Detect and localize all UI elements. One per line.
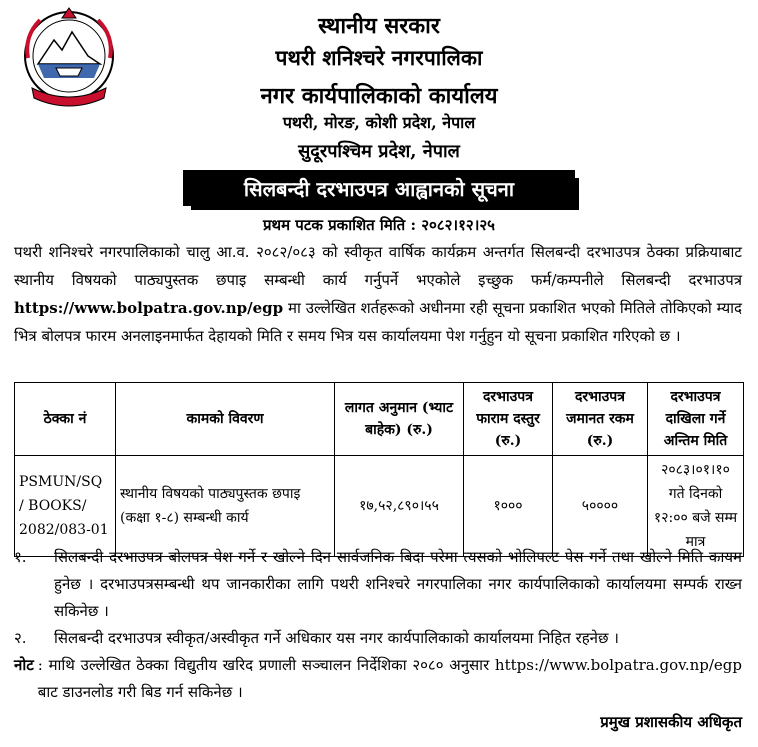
table-row — [15, 456, 744, 557]
col-header-bid-security: दरभाउपत्र जमानत रकम (रु.) — [553, 383, 648, 456]
remark-label: नोट — [14, 656, 34, 674]
header-address: पथरी, मोरङ, कोशी प्रदेश, नेपाल — [282, 113, 476, 132]
header-municipality: पथरी शनिश्चरे नगरपालिका — [275, 45, 483, 70]
remark — [14, 652, 742, 706]
note-text: सिलबन्दी दरभाउपत्र बोलपत्र पेश गर्ने र खोल्ने दिन सार्वजनिक बिदा परेमा त्यसको भोलिपल्ट पेस गर्ने तथा खोल्ने मिति कायम हुनेछ । दरभाउपत्रसम्बन्धी थप जानकारीका लागि पथरी शनिश्चरे नगरपालिका नगर कार्यपालिकाको कार्यालयमा सम्पर्क राख्न सकिनेछ । — [54, 548, 742, 620]
note-number: १. — [14, 548, 27, 566]
list-item — [14, 544, 742, 625]
header-office: नगर कार्यपालिकाको कार्यालय — [260, 83, 498, 109]
note-text: सिलबन्दी दरभाउपत्र स्वीकृत/अस्वीकृत गर्ने अधिकार यस नगर कार्यपालिकाको कार्यालयमा निहित रहनेछ । — [54, 629, 619, 647]
intro-text-after-url: मा उल्लेखित शर्तहरूको अधीनमा रही सूचना प्रकाशित भएको मितिले तोकिएको म्याद भित्र बोलपत्र फारम अनलाइनमार्फत देहायको मिति र समय भित्र यस कार्यालयमा पेश गर्नुहुन यो सूचना प्रकाशित गरिएको छ । — [14, 299, 742, 345]
tender-table — [14, 382, 744, 557]
notice-title-banner — [183, 170, 575, 206]
col-header-work-description: कामको विवरण — [116, 383, 335, 456]
col-header-form-fee: दरभाउपत्र फाराम दस्तुर (रु.) — [464, 383, 553, 456]
cell-work-description: स्थानीय विषयको पाठ्यपुस्तक छपाइ (कक्षा १-८) सम्बन्धी कार्य — [116, 456, 335, 557]
intro-paragraph — [14, 238, 742, 350]
table-header-row — [15, 383, 744, 456]
col-header-cost-estimate: लागत अनुमान (भ्याट बाहेक) (रु.) — [335, 383, 464, 456]
cell-deadline: २०८३।०१।१० गते दिनको १२:०० बजे सम्म मात्र — [648, 456, 744, 557]
bolpatra-url[interactable]: https://www.bolpatra.gov.np/egp — [14, 299, 284, 317]
cell-bid-security: ५०००० — [553, 456, 648, 557]
cell-contract-no: PSMUN/SQ / BOOKS/ 2082/083-01 — [15, 456, 116, 557]
signature-title: प्रमुख प्रशासकीय अधिकृत — [600, 713, 742, 731]
intro-text-before-url: पथरी शनिश्चरे नगरपालिकाको चालु आ.व. २०८२/०८३ को स्वीकृत वार्षिक कार्यक्रम अन्तर्गत सिलबन्दी दरभाउपत्र ठेक्का प्रक्रियाबाट स्थानीय विषयको पाठ्यपुस्तक छपाइ सम्बन्धी कार्य गर्नुपर्ने भएकोले इच्छुक फर्म/कम्पनीले सिलबन्दी दरभाउपत्र — [14, 243, 742, 289]
notice-title: सिलबन्दी दरभाउपत्र आह्वानको सूचना — [185, 172, 573, 204]
remark-text: : माथि उल्लेखित ठेक्का विद्युतीय खरिद प्रणाली सञ्चालन निर्देशिका २०८० अनुसार https://www.bolpatra.gov.np/egp बाट डाउनलोड गरी बिड गर्न सकिनेछ । — [37, 656, 742, 701]
col-header-deadline: दरभाउपत्र दाखिला गर्ने अन्तिम मिति — [648, 383, 744, 456]
cell-form-fee: १००० — [464, 456, 553, 557]
list-item — [14, 625, 742, 652]
notes-section — [14, 544, 742, 706]
note-number: २. — [14, 629, 27, 647]
publication-date: प्रथम पटक प्रकाशित मिति : २०८२।१२।२५ — [263, 216, 495, 234]
cell-cost-estimate: १७,५२,८९०।५५ — [335, 456, 464, 557]
header-local-government: स्थानीय सरकार — [318, 13, 440, 39]
col-header-contract-no: ठेक्का नं — [15, 383, 116, 456]
header-province: सुदूरपश्चिम प्रदेश, नेपाल — [298, 141, 460, 162]
